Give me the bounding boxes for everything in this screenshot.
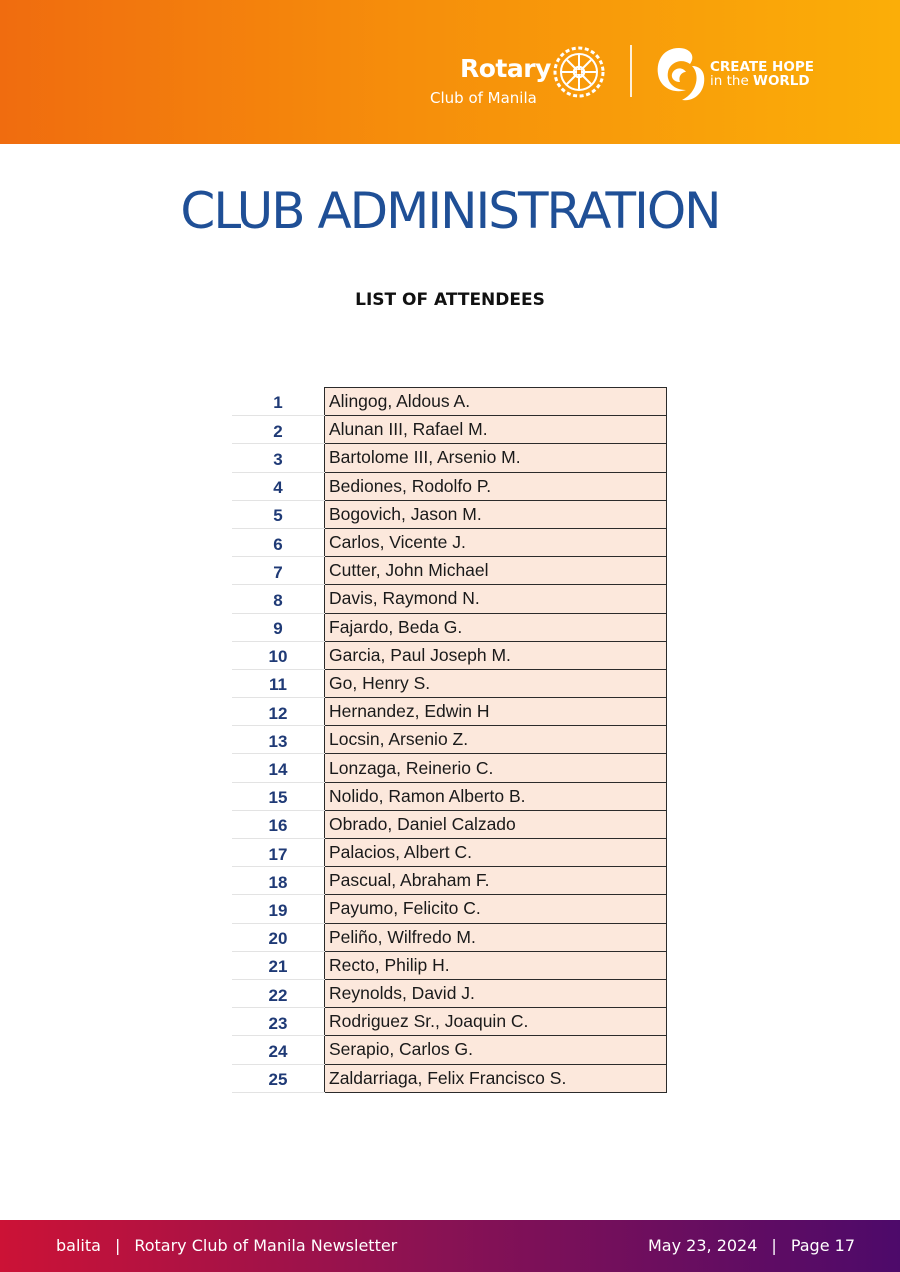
attendee-name: Obrado, Daniel Calzado	[325, 810, 667, 838]
attendee-number: 12	[232, 698, 325, 726]
table-row	[232, 923, 667, 951]
attendee-number: 19	[232, 895, 325, 923]
attendee-number: 22	[232, 979, 325, 1007]
attendee-name: Cutter, John Michael	[325, 557, 667, 585]
attendees-table-body	[232, 388, 667, 1093]
attendee-number: 5	[232, 500, 325, 528]
attendee-number: 24	[232, 1036, 325, 1064]
attendee-name: Serapio, Carlos G.	[325, 1036, 667, 1064]
newsletter-name: Rotary Club of Manila Newsletter	[134, 1236, 398, 1255]
table-row	[232, 500, 667, 528]
attendee-number: 13	[232, 726, 325, 754]
attendee-number: 18	[232, 867, 325, 895]
attendee-number: 1	[232, 388, 325, 416]
issue-date: May 23, 2024	[648, 1236, 758, 1255]
attendee-name: Palacios, Albert C.	[325, 839, 667, 867]
attendee-number: 15	[232, 782, 325, 810]
table-row	[232, 698, 667, 726]
table-row	[232, 782, 667, 810]
attendee-name: Go, Henry S.	[325, 669, 667, 697]
attendee-name: Fajardo, Beda G.	[325, 613, 667, 641]
tagline-world: WORLD	[753, 73, 810, 89]
logo-divider	[630, 45, 632, 97]
table-row	[232, 388, 667, 416]
rotary-wheel-icon	[551, 44, 607, 100]
tagline-line-2	[710, 74, 814, 88]
attendee-name: Carlos, Vicente J.	[325, 528, 667, 556]
attendee-name: Alunan III, Rafael M.	[325, 416, 667, 444]
table-row	[232, 1064, 667, 1092]
attendee-name: Rodriguez Sr., Joaquin C.	[325, 1008, 667, 1036]
table-row	[232, 472, 667, 500]
page-title: CLUB ADMINISTRATION	[180, 182, 720, 240]
page-header	[0, 0, 900, 144]
attendee-name: Nolido, Ramon Alberto B.	[325, 782, 667, 810]
tagline-line-1: CREATE HOPE	[710, 59, 814, 75]
table-row	[232, 641, 667, 669]
footer-left	[56, 1236, 397, 1255]
table-row	[232, 839, 667, 867]
attendee-name: Hernandez, Edwin H	[325, 698, 667, 726]
table-row	[232, 1036, 667, 1064]
attendee-number: 21	[232, 951, 325, 979]
club-name: Club of Manila	[430, 89, 537, 107]
attendee-name: Bediones, Rodolfo P.	[325, 472, 667, 500]
table-row	[232, 726, 667, 754]
footer-separator: |	[771, 1236, 777, 1255]
attendee-number: 8	[232, 585, 325, 613]
attendee-number: 11	[232, 669, 325, 697]
create-hope-tagline	[710, 60, 814, 88]
page-footer	[0, 1220, 900, 1272]
table-row	[232, 613, 667, 641]
attendee-number: 9	[232, 613, 325, 641]
attendee-name: Garcia, Paul Joseph M.	[325, 641, 667, 669]
attendee-name: Peliño, Wilfredo M.	[325, 923, 667, 951]
table-row	[232, 416, 667, 444]
table-row	[232, 444, 667, 472]
table-row	[232, 979, 667, 1007]
table-row	[232, 528, 667, 556]
publication-name: balita	[56, 1236, 101, 1255]
attendee-name: Recto, Philip H.	[325, 951, 667, 979]
attendees-table	[232, 387, 667, 1093]
attendee-name: Bogovich, Jason M.	[325, 500, 667, 528]
footer-right	[648, 1236, 855, 1255]
page-number: Page 17	[790, 1236, 855, 1255]
attendee-name: Pascual, Abraham F.	[325, 867, 667, 895]
attendee-number: 14	[232, 754, 325, 782]
attendee-number: 23	[232, 1008, 325, 1036]
brand-lockup	[424, 40, 824, 112]
attendee-number: 16	[232, 810, 325, 838]
attendee-name: Davis, Raymond N.	[325, 585, 667, 613]
table-row	[232, 557, 667, 585]
attendee-name: Alingog, Aldous A.	[325, 388, 667, 416]
attendee-number: 6	[232, 528, 325, 556]
attendee-number: 3	[232, 444, 325, 472]
attendee-number: 25	[232, 1064, 325, 1092]
attendee-number: 7	[232, 557, 325, 585]
attendee-number: 10	[232, 641, 325, 669]
attendee-name: Payumo, Felicito C.	[325, 895, 667, 923]
attendee-number: 2	[232, 416, 325, 444]
rotary-wordmark: Rotary	[460, 54, 551, 83]
create-hope-swirl-icon	[652, 44, 706, 104]
tagline-in-the: in the	[710, 73, 754, 89]
footer-separator: |	[114, 1236, 121, 1255]
table-row	[232, 951, 667, 979]
attendee-name: Bartolome III, Arsenio M.	[325, 444, 667, 472]
attendee-name: Lonzaga, Reinerio C.	[325, 754, 667, 782]
attendee-name: Reynolds, David J.	[325, 979, 667, 1007]
section-subtitle: LIST OF ATTENDEES	[355, 290, 545, 310]
table-row	[232, 585, 667, 613]
table-row	[232, 754, 667, 782]
attendee-name: Locsin, Arsenio Z.	[325, 726, 667, 754]
table-row	[232, 1008, 667, 1036]
attendee-name: Zaldarriaga, Felix Francisco S.	[325, 1064, 667, 1092]
table-row	[232, 895, 667, 923]
attendee-number: 20	[232, 923, 325, 951]
attendees-table-container	[232, 387, 667, 1093]
table-row	[232, 867, 667, 895]
table-row	[232, 669, 667, 697]
table-row	[232, 810, 667, 838]
attendee-number: 4	[232, 472, 325, 500]
attendee-number: 17	[232, 839, 325, 867]
